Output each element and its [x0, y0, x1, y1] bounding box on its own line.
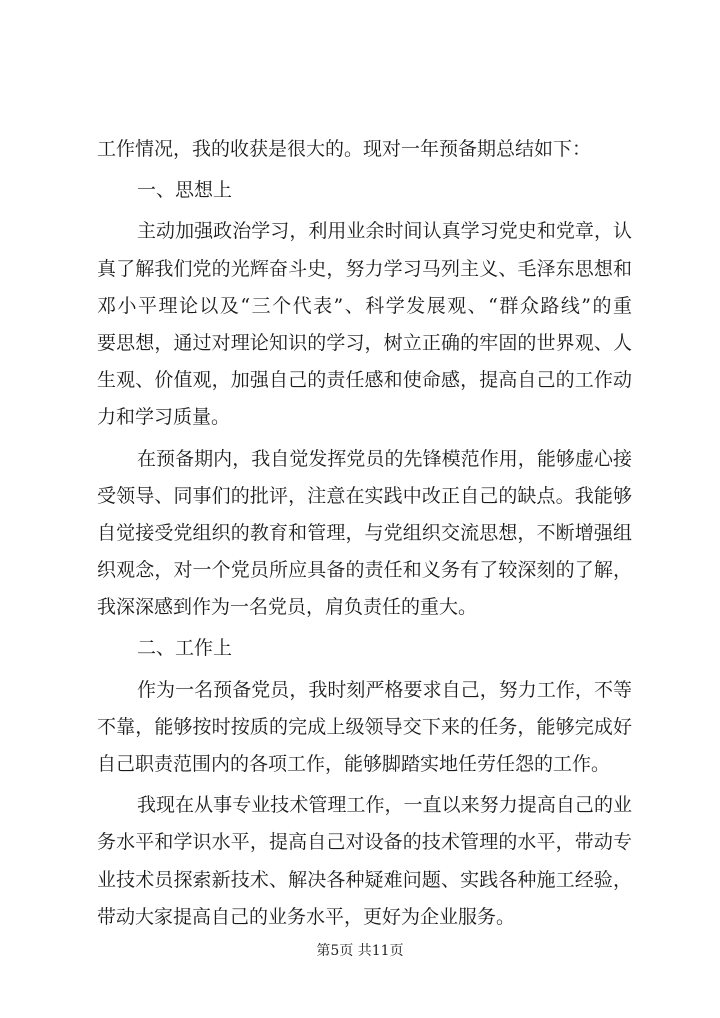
text-line: 务水平和学识水平，提高自己对设备的技术管理的水平，带动专: [97, 831, 632, 854]
text-line: 织观念，对一个党员所应具备的责任和义务有了较深刻的了解，: [97, 559, 632, 582]
text-line: 不靠，能够按时按质的完成上级领导交下来的任务，能够完成好: [97, 715, 632, 738]
text-line: 受领导、同事们的批评，注意在实践中改正自己的缺点。我能够: [97, 484, 632, 507]
paragraph: [97, 441, 632, 627]
paragraph: [97, 131, 632, 168]
text-line: 业技术员探索新技术、解决各种疑难问题、实践各种施工经验，: [97, 868, 632, 891]
paragraph: [97, 672, 632, 784]
document-body: [97, 131, 632, 940]
paragraph: [97, 630, 632, 667]
text-line: 我深深感到作为一名党员，肩负责任的重大。: [97, 596, 478, 619]
text-line: 二、工作上: [137, 637, 233, 660]
text-line: 在预备期内，我自觉发挥党员的先锋模范作用，能够虚心接: [137, 447, 632, 470]
text-line: 生观、价值观，加强自己的责任感和使命感，提高自己的工作动: [97, 369, 632, 392]
paragraph: [97, 787, 632, 936]
text-line: 邓小平理论以及“三个代表”、科学发展观、“群众路线”的重: [97, 294, 632, 317]
text-line: 力和学习质量。: [97, 406, 231, 429]
text-line: 自觉接受党组织的教育和管理，与党组织交流思想，不断增强组: [97, 521, 632, 544]
text-line: 要思想，通过对理论知识的学习，树立正确的牢固的世界观、人: [97, 331, 632, 354]
text-line: 真了解我们党的光辉奋斗史，努力学习马列主义、毛泽东思想和: [97, 257, 632, 280]
text-line: 作为一名预备党员，我时刻严格要求自己，努力工作，不等: [137, 678, 632, 701]
text-line: 主动加强政治学习，利用业余时间认真学习党史和党章，认: [137, 220, 632, 243]
page-number-footer: 第5页 共11页: [316, 943, 404, 959]
text-line: 我现在从事专业技术管理工作，一直以来努力提高自己的业: [137, 794, 632, 817]
text-line: 一、思想上: [137, 179, 233, 202]
paragraph: [97, 172, 632, 209]
text-line: 自己职责范围内的各项工作，能够脚踏实地任劳任怨的工作。: [97, 753, 611, 775]
text-line: 工作情况，我的收获是很大的。现对一年预备期总结如下：: [97, 138, 592, 160]
paragraph: [97, 213, 632, 436]
text-line: 带动大家提高自己的业务水平，更好为企业服务。: [97, 905, 516, 928]
